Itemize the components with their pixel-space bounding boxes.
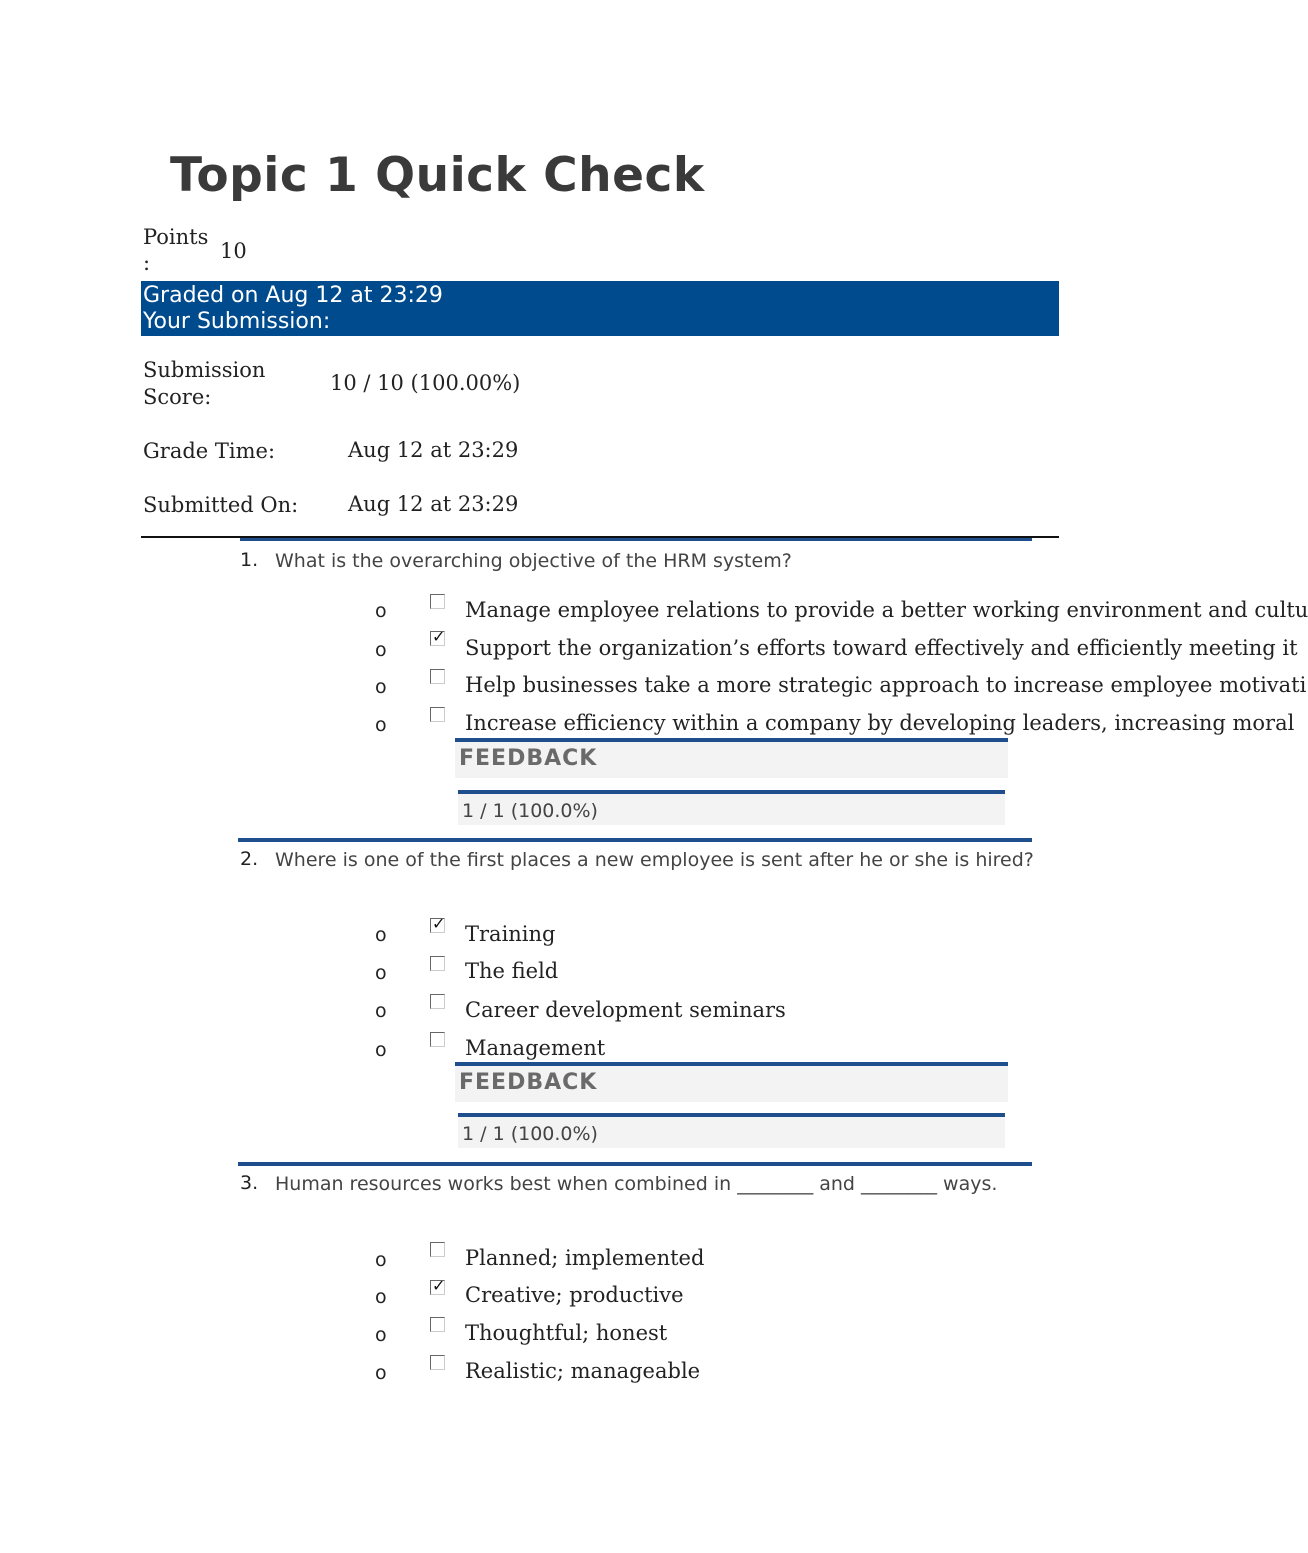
option-checkbox-checked[interactable] — [430, 914, 446, 933]
option-checkbox[interactable] — [430, 994, 445, 1009]
option-checkbox-checked[interactable] — [430, 627, 446, 646]
option-label: Thoughtful; honest — [465, 1321, 668, 1345]
option-checkbox[interactable] — [430, 956, 445, 971]
grade-time-value: Aug 12 at 23:29 — [348, 438, 519, 462]
option-label: Help businesses take a more strategic approach to increase employee motivati — [465, 673, 1307, 697]
feedback-heading: FEEDBACK — [455, 742, 1008, 778]
option-label: Support the organization’s efforts toward effectively and efficiently meeting it — [465, 636, 1298, 660]
option-label: Creative; productive — [465, 1283, 684, 1307]
option-checkbox[interactable] — [430, 1032, 445, 1047]
submitted-on-value: Aug 12 at 23:29 — [348, 492, 519, 516]
option-label: Manage employee relations to provide a better working environment and cultu — [465, 598, 1308, 622]
option-bullet: o — [375, 1000, 387, 1022]
option-bullet: o — [375, 962, 387, 984]
grade-time-label: Grade Time: — [143, 439, 276, 463]
option-bullet: o — [375, 639, 387, 661]
question-text: What is the overarching objective of the HRM system? — [275, 550, 792, 572]
points-value: 10 — [220, 239, 247, 263]
submitted-on-label: Submitted On: — [143, 493, 299, 517]
option-checkbox[interactable] — [430, 1242, 445, 1257]
page-title: Topic 1 Quick Check — [170, 148, 705, 203]
option-bullet: o — [375, 1286, 387, 1308]
option-checkbox[interactable] — [430, 594, 445, 609]
question-divider — [240, 538, 1032, 541]
question-divider — [238, 1162, 1032, 1166]
option-checkbox[interactable] — [430, 1317, 445, 1332]
option-checkbox[interactable] — [430, 707, 445, 722]
option-bullet: o — [375, 600, 387, 622]
option-bullet: o — [375, 676, 387, 698]
option-bullet: o — [375, 924, 387, 946]
option-checkbox[interactable] — [430, 1355, 445, 1370]
checkmark-icon: ✓ — [432, 1276, 446, 1295]
graded-banner — [141, 281, 1059, 336]
option-label: Increase efficiency within a company by developing leaders, increasing moral — [465, 711, 1295, 735]
question-divider — [238, 838, 1032, 842]
feedback-score: 1 / 1 (100.0%) — [458, 794, 1005, 825]
option-label: Management — [465, 1036, 606, 1060]
your-submission-text: Your Submission: — [143, 309, 331, 334]
checkmark-icon: ✓ — [432, 914, 446, 933]
checkmark-icon: ✓ — [432, 627, 446, 646]
feedback-score: 1 / 1 (100.0%) — [458, 1117, 1005, 1148]
option-label: Planned; implemented — [465, 1246, 705, 1270]
submission-score-label: Submission Score: — [143, 358, 266, 409]
question-text: Human resources works best when combined in ________ and ________ ways. — [275, 1173, 998, 1195]
option-label: Career development seminars — [465, 998, 786, 1022]
option-bullet: o — [375, 714, 387, 736]
feedback-heading: FEEDBACK — [455, 1066, 1008, 1102]
option-label: The field — [465, 959, 559, 983]
question-number: 3. — [240, 1172, 259, 1194]
option-checkbox[interactable] — [430, 669, 445, 684]
graded-on-text: Graded on Aug 12 at 23:29 — [143, 283, 443, 308]
points-label: Points : — [143, 225, 209, 275]
question-text: Where is one of the first places a new employee is sent after he or she is hired? — [275, 849, 1034, 871]
question-number: 2. — [240, 848, 259, 870]
option-checkbox-checked[interactable] — [430, 1276, 446, 1295]
option-label: Training — [465, 922, 556, 946]
option-bullet: o — [375, 1324, 387, 1346]
option-label: Realistic; manageable — [465, 1359, 701, 1383]
option-bullet: o — [375, 1362, 387, 1384]
question-number: 1. — [240, 549, 259, 571]
option-bullet: o — [375, 1039, 387, 1061]
option-bullet: o — [375, 1249, 387, 1271]
submission-score-value: 10 / 10 (100.00%) — [330, 371, 521, 395]
